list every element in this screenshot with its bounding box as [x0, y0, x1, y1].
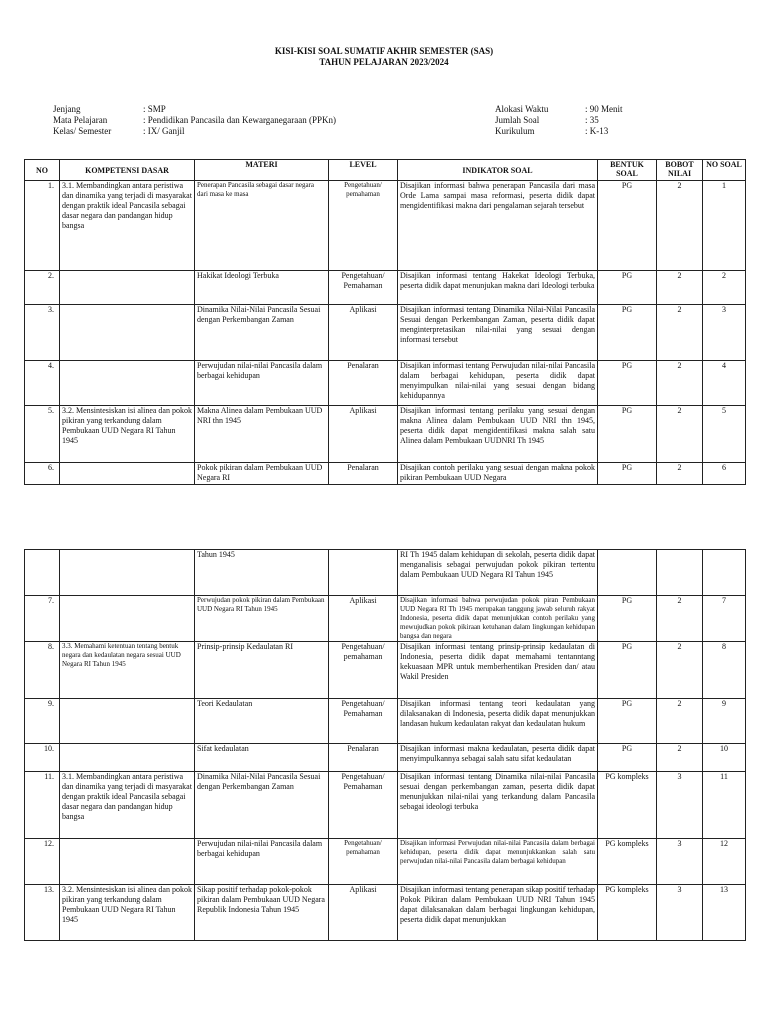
- info-label: Kurikulum: [495, 126, 535, 136]
- cell-kompetensi-dasar: 3.2. Mensintesiskan isi alinea dan pokok pikiran yang terkandung dalam Pembukaan UUD Negara RI Tahun 1945: [60, 885, 195, 941]
- cell-bobot-nilai: 3: [657, 772, 703, 839]
- cell-kompetensi-dasar: 3.1. Membandingkan antara peristiwa dan dinamika yang terjadi di masyarakat dengan praktik ideal Pancasila sebagai dasar negara dan pandangan hidup bangsa: [60, 772, 195, 839]
- cell-bobot-nilai: 3: [657, 839, 703, 885]
- cell-materi: Tahun 1945: [195, 550, 329, 596]
- cell-level: Penalaran: [329, 463, 398, 485]
- cell-level: Pengetahuan/ pemahaman: [329, 642, 398, 699]
- cell-kompetensi-dasar: [60, 271, 195, 305]
- cell-no: 3.: [25, 305, 60, 361]
- info-row: [53, 126, 336, 137]
- cell-no: 11.: [25, 772, 60, 839]
- cell-bobot-nilai: [657, 550, 703, 596]
- cell-level: Pengetahuan/ Pemahaman: [329, 772, 398, 839]
- cell-no: 13.: [25, 885, 60, 941]
- cell-no-soal: 1: [703, 181, 746, 271]
- cell-indikator-soal: Disajikan informasi tentang Hakekat Ideologi Terbuka, peserta didik dapat menunjukan makna dari Ideologi terbuka: [398, 271, 598, 305]
- cell-bentuk-soal: PG: [598, 463, 657, 485]
- kisi-kisi-table-2: [24, 549, 746, 941]
- cell-bobot-nilai: 2: [657, 305, 703, 361]
- info-label: Jumlah Soal: [495, 115, 540, 125]
- cell-indikator-soal: Disajikan informasi Perwujudan nilai-nilai Pancasila dalam berbagai kehidupan, peserta didik dapat menunjukkankan salah satu perwujudan nilai-nilai Pancasila dalam berbagai kehidupan: [398, 839, 598, 885]
- cell-bobot-nilai: 2: [657, 463, 703, 485]
- cell-bobot-nilai: 2: [657, 271, 703, 305]
- cell-materi: Sifat kedaulatan: [195, 744, 329, 772]
- cell-level: [329, 550, 398, 596]
- table-row: [25, 271, 746, 305]
- cell-no-soal: 6: [703, 463, 746, 485]
- cell-level: Pengetahuan/ pemahaman: [329, 839, 398, 885]
- table-row: [25, 885, 746, 941]
- cell-kompetensi-dasar: 3.2. Mensintesiskan isi alinea dan pokok pikiran yang terkandung dalam Pembukaan UUD Negara RI Tahun 1945: [60, 406, 195, 463]
- cell-no-soal: 13: [703, 885, 746, 941]
- table-row: [25, 181, 746, 271]
- cell-bentuk-soal: PG: [598, 642, 657, 699]
- info-label: Alokasi Waktu: [495, 104, 549, 114]
- cell-bobot-nilai: 2: [657, 596, 703, 642]
- cell-bentuk-soal: PG: [598, 699, 657, 744]
- cell-materi: Perwujudan pokok pikiran dalam Pembukaan UUD Negara RI Tahun 1945: [195, 596, 329, 642]
- info-row: [53, 115, 336, 126]
- table-row: [25, 744, 746, 772]
- cell-level: Penalaran: [329, 744, 398, 772]
- cell-indikator-soal: Disajikan contoh perilaku yang sesuai dengan makna pokok pikiran Pembukaan UUD Negara: [398, 463, 598, 485]
- cell-materi: Prinsip-prinsip Kedaulatan RI: [195, 642, 329, 699]
- header-kompetensi-dasar: KOMPETENSI DASAR: [60, 160, 195, 181]
- cell-kompetensi-dasar: [60, 550, 195, 596]
- header-materi: MATERI: [195, 160, 329, 181]
- cell-no: 9.: [25, 699, 60, 744]
- table-2-body: [25, 550, 746, 941]
- cell-bobot-nilai: 2: [657, 699, 703, 744]
- cell-no-soal: 8: [703, 642, 746, 699]
- cell-kompetensi-dasar: [60, 305, 195, 361]
- cell-indikator-soal: Disajikan informasi tentang perilaku yang sesuai dengan makna Alinea dalam Pembukaan UUD NRI thn 1945, peserta didik dapat mengidentifikasi makna salah satu Alinea dalam Pembukaan UUDNRI Th 1945: [398, 406, 598, 463]
- info-row: [53, 104, 336, 115]
- info-left: [53, 104, 336, 137]
- table-row: [25, 839, 746, 885]
- cell-no-soal: 12: [703, 839, 746, 885]
- info-label: Mata Pelajaran: [53, 115, 108, 125]
- header-no-soal: NO SOAL: [703, 160, 746, 181]
- cell-bentuk-soal: PG kompleks: [598, 839, 657, 885]
- cell-bentuk-soal: [598, 550, 657, 596]
- info-value: : K-13: [585, 126, 609, 136]
- cell-no: 1.: [25, 181, 60, 271]
- cell-kompetensi-dasar: [60, 463, 195, 485]
- cell-materi: Makna Alinea dalam Pembukaan UUD NRI thn 1945: [195, 406, 329, 463]
- table-1-body: [25, 181, 746, 485]
- cell-no: 5.: [25, 406, 60, 463]
- cell-bentuk-soal: PG: [598, 406, 657, 463]
- cell-no: 7.: [25, 596, 60, 642]
- table-row: [25, 550, 746, 596]
- cell-materi: Hakikat Ideologi Terbuka: [195, 271, 329, 305]
- info-value: : SMP: [143, 104, 166, 114]
- info-value: : Pendidikan Pancasila dan Kewarganegaraan (PPKn): [143, 115, 337, 125]
- table-row: [25, 772, 746, 839]
- cell-materi: Perwujudan nilai-nilai Pancasila dalam berbagai kehidupan: [195, 361, 329, 406]
- doc-title-line1: KISI-KISI SOAL SUMATIF AKHIR SEMESTER (SAS): [274, 46, 494, 56]
- cell-bentuk-soal: PG: [598, 596, 657, 642]
- cell-materi: Sikap positif terhadap pokok-pokok pikiran dalam Pembukaan UUD Negara Republik Indonesia Tahun 1945: [195, 885, 329, 941]
- cell-kompetensi-dasar: 3.3. Memahami ketentuan tentang bentuk negara dan kedaulatan negara sesuai UUD Negara RI Tahun 1945: [60, 642, 195, 699]
- cell-no: [25, 550, 60, 596]
- cell-level: Aplikasi: [329, 596, 398, 642]
- table-row: [25, 463, 746, 485]
- cell-no-soal: 3: [703, 305, 746, 361]
- cell-level: Pengetahuan/ Pemahaman: [329, 699, 398, 744]
- cell-level: Pengetahuan/ pemahaman: [329, 181, 398, 271]
- doc-title-line2: TAHUN PELAJARAN 2023/2024: [319, 57, 449, 67]
- table-header-row: [25, 160, 746, 181]
- header-indikator-soal: INDIKATOR SOAL: [398, 160, 598, 181]
- cell-bentuk-soal: PG kompleks: [598, 772, 657, 839]
- info-value: : 35: [585, 115, 599, 125]
- info-label: Kelas/ Semester: [53, 126, 112, 136]
- cell-no-soal: [703, 550, 746, 596]
- info-right: [495, 104, 623, 137]
- cell-bobot-nilai: 2: [657, 744, 703, 772]
- cell-kompetensi-dasar: [60, 596, 195, 642]
- cell-materi: Dinamika Nilai-Nilai Pancasila Sesuai dengan Perkembangan Zaman: [195, 772, 329, 839]
- table-row: [25, 642, 746, 699]
- cell-indikator-soal: Disajikan informasi tentang teori kedaulatan yang dilaksanakan di Indonesia, peserta didik dapat menunjukkan landasan hukum kedaulatan rakyat dan kedaulatan hukum: [398, 699, 598, 744]
- cell-no-soal: 2: [703, 271, 746, 305]
- header-level: LEVEL: [329, 160, 398, 181]
- cell-indikator-soal: Disajikan informasi tentang Dinamika nilai-nilai Pancasila sesuai dengan perkembangan zaman, peserta didik dapat menunjukkan nilai-nilai yang terkandung dalam Pancasila sebagai ideologi terbuka: [398, 772, 598, 839]
- cell-no-soal: 4: [703, 361, 746, 406]
- cell-level: Penalaran: [329, 361, 398, 406]
- cell-level: Pengetahuan/ Pemahaman: [329, 271, 398, 305]
- cell-materi: Teori Kedaulatan: [195, 699, 329, 744]
- cell-indikator-soal: Disajikan informasi makna kedaulatan, peserta didik dapat menyimpulkannya sebagai salah satu sifat kedaulatan: [398, 744, 598, 772]
- info-row: [495, 104, 623, 115]
- cell-level: Aplikasi: [329, 885, 398, 941]
- header-bentuk-soal: BENTUK SOAL: [598, 160, 657, 181]
- cell-kompetensi-dasar: [60, 839, 195, 885]
- cell-indikator-soal: Disajikan informasi tentang Dinamika Nilai-Nilai Pancasila Sesuai dengan Perkembangan Zaman, peserta didik dapat menginterpretasikan nilai-nilai yang sesuai dengan informasi tersebut: [398, 305, 598, 361]
- table-row: [25, 596, 746, 642]
- cell-indikator-soal: Disajikan informasi bahwa perwujudan pokok piran Pembukaan UUD Negara RI Th 1945 merupakan tanggung jawab seluruh rakyat Indonesia, peserta didik dapat menunjukkan contoh perilaku yang mewujudkan pokok pikiraan ketuhanan dalam lingkungan kehidupan bangsa dan negara: [398, 596, 598, 642]
- cell-no: 2.: [25, 271, 60, 305]
- cell-materi: Dinamika Nilai-Nilai Pancasila Sesuai dengan Perkembangan Zaman: [195, 305, 329, 361]
- header-bobot-nilai: BOBOT NILAI: [657, 160, 703, 181]
- cell-bobot-nilai: 2: [657, 181, 703, 271]
- cell-no-soal: 11: [703, 772, 746, 839]
- cell-bentuk-soal: PG: [598, 271, 657, 305]
- cell-indikator-soal: Disajikan informasi bahwa penerapan Pancasila dari masa Orde Lama sampai masa reformasi, peserta didik dapat mengidentifikasi makna dari pengalaman sejarah tersebut: [398, 181, 598, 271]
- cell-materi: Penerapan Pancasila sebagai dasar negara dari masa ke masa: [195, 181, 329, 271]
- cell-bentuk-soal: PG: [598, 361, 657, 406]
- cell-kompetensi-dasar: [60, 744, 195, 772]
- cell-bobot-nilai: 2: [657, 642, 703, 699]
- cell-indikator-soal: Disajikan informasi tentang penerapan sikap positif terhadap Pokok Pikiran dalam Pembukaan UUD NRI Tahun 1945 dapat dilaksanakan dalam berbagai lingkungan kehidupan, peserta didik dapat menunjukkan: [398, 885, 598, 941]
- kisi-kisi-table-1: [24, 159, 746, 485]
- header-no: NO: [25, 160, 60, 181]
- cell-indikator-soal: Disajikan informasi tentang Perwujudan nilai-nilai Pancasila dalam berbagai kehidupan, peserta didik dapat menyimpulkan nilai-nilai yang sesuai dengan bidang kehidupannya: [398, 361, 598, 406]
- cell-materi: Perwujudan nilai-nilai Pancasila dalam berbagai kehidupan: [195, 839, 329, 885]
- info-value: : 90 Menit: [585, 104, 623, 114]
- cell-no-soal: 7: [703, 596, 746, 642]
- cell-indikator-soal: RI Th 1945 dalam kehidupan di sekolah, peserta didik dapat menganalisis sebagai perwujudan pokok pikiran tertentu dalam Pembukaan UUD Negara RI Tahun 1945: [398, 550, 598, 596]
- cell-no-soal: 9: [703, 699, 746, 744]
- cell-no: 10.: [25, 744, 60, 772]
- info-row: [495, 126, 623, 137]
- cell-materi: Pokok pikiran dalam Pembukaan UUD Negara RI: [195, 463, 329, 485]
- cell-indikator-soal: Disajikan informasi tentang prinsip-prinsip kedaulatan di Indonesia, peserta didik dapat memahami tentanntang kekuasaan MPR untuk memberhentikan Presiden dan/ atau Wakil Presiden: [398, 642, 598, 699]
- cell-kompetensi-dasar: 3.1. Membandingkan antara peristiwa dan dinamika yang terjadi di masyarakat dengan praktik ideal Pancasila sebagai dasar negara dan pandangan hidup bangsa: [60, 181, 195, 271]
- cell-kompetensi-dasar: [60, 699, 195, 744]
- cell-bobot-nilai: 2: [657, 361, 703, 406]
- cell-kompetensi-dasar: [60, 361, 195, 406]
- table-row: [25, 305, 746, 361]
- cell-no: 8.: [25, 642, 60, 699]
- table-row: [25, 406, 746, 463]
- cell-level: Aplikasi: [329, 406, 398, 463]
- info-row: [495, 115, 623, 126]
- info-label: Jenjang: [53, 104, 81, 114]
- cell-bentuk-soal: PG kompleks: [598, 885, 657, 941]
- cell-no: 12.: [25, 839, 60, 885]
- cell-bobot-nilai: 3: [657, 885, 703, 941]
- cell-no: 6.: [25, 463, 60, 485]
- cell-bobot-nilai: 2: [657, 406, 703, 463]
- cell-bentuk-soal: PG: [598, 305, 657, 361]
- info-value: : IX/ Ganjil: [143, 126, 185, 136]
- cell-no-soal: 10: [703, 744, 746, 772]
- cell-no: 4.: [25, 361, 60, 406]
- cell-bentuk-soal: PG: [598, 181, 657, 271]
- table-row: [25, 361, 746, 406]
- cell-level: Aplikasi: [329, 305, 398, 361]
- cell-no-soal: 5: [703, 406, 746, 463]
- cell-bentuk-soal: PG: [598, 744, 657, 772]
- table-row: [25, 699, 746, 744]
